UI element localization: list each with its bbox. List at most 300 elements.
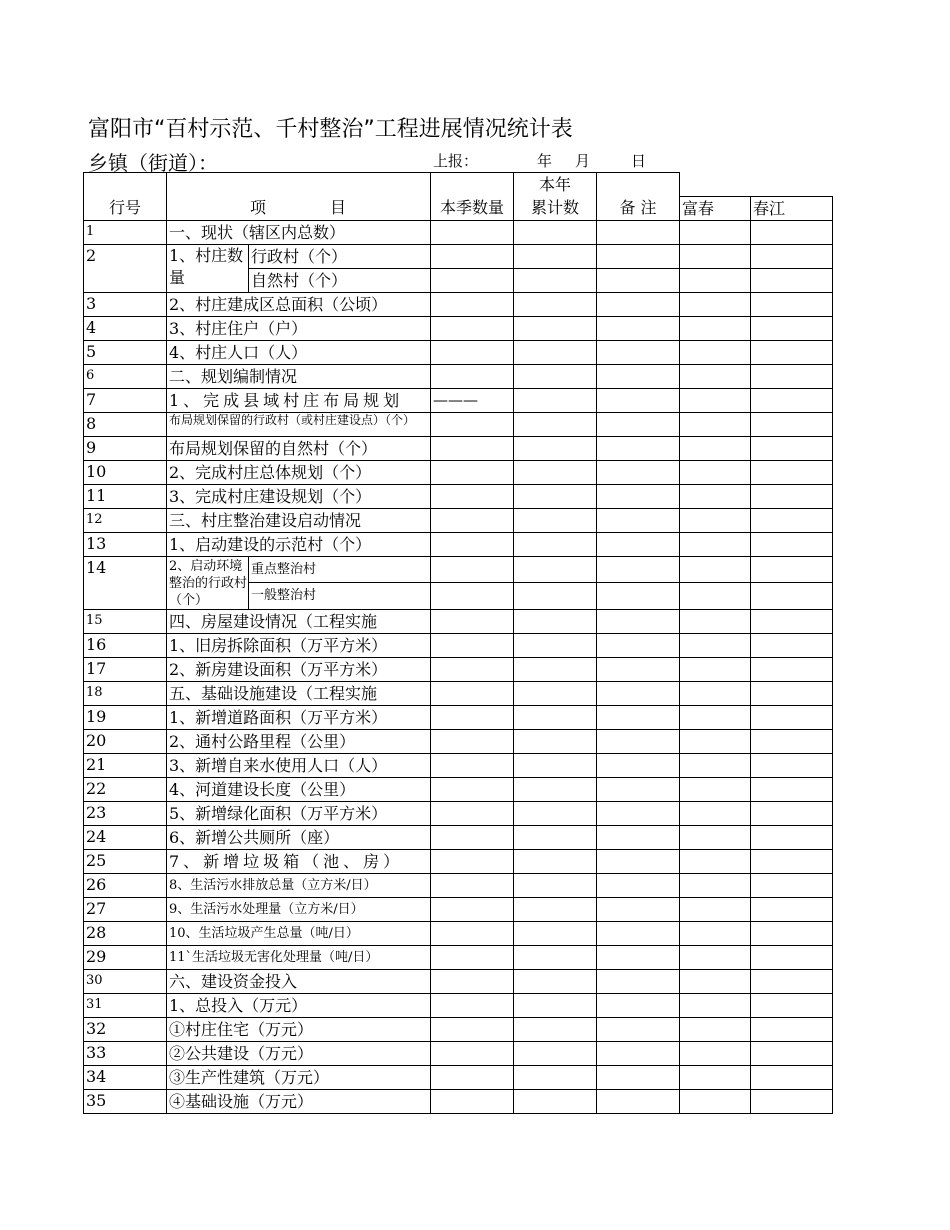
row-number: 27 — [84, 897, 167, 921]
data-cell — [514, 340, 597, 364]
table-row — [84, 508, 833, 532]
row-number: 26 — [84, 873, 167, 897]
header-row-no: 行号 — [84, 173, 167, 221]
data-cell — [597, 801, 680, 825]
data-cell — [751, 897, 833, 921]
data-cell — [680, 556, 751, 583]
data-cell — [514, 609, 597, 633]
table-row — [84, 801, 833, 825]
row-number: 33 — [84, 1041, 167, 1065]
row-number: 8 — [84, 412, 167, 436]
statistics-table — [83, 172, 833, 1114]
data-cell — [751, 316, 833, 340]
data-cell — [431, 969, 514, 993]
data-cell — [431, 705, 514, 729]
row-number: 6 — [84, 364, 167, 388]
data-cell — [431, 801, 514, 825]
data-cell — [680, 849, 751, 873]
data-cell — [751, 364, 833, 388]
header-remark: 备 注 — [597, 173, 680, 221]
data-cell — [514, 532, 597, 556]
data-cell — [514, 484, 597, 508]
row-label: ①村庄住宅（万元） — [167, 1017, 431, 1041]
data-cell — [751, 460, 833, 484]
table-row — [84, 657, 833, 681]
data-cell — [514, 1041, 597, 1065]
table-row — [84, 825, 833, 849]
data-cell — [431, 508, 514, 532]
header-item-b: 目 — [330, 197, 347, 217]
data-cell — [751, 969, 833, 993]
row-number: 10 — [84, 460, 167, 484]
header-town2: 春江 — [751, 196, 833, 220]
data-cell — [680, 873, 751, 897]
data-cell — [514, 316, 597, 340]
data-cell — [431, 244, 514, 268]
data-cell — [514, 268, 597, 292]
data-cell — [431, 556, 514, 583]
data-cell — [751, 532, 833, 556]
data-cell — [680, 921, 751, 945]
data-cell — [680, 609, 751, 633]
row-label: 8、生活污水排放总量（立方米/日） — [167, 873, 431, 897]
row-label: 三、村庄整治建设启动情况 — [167, 508, 431, 532]
row-number: 25 — [84, 849, 167, 873]
data-cell — [597, 1065, 680, 1089]
data-cell — [431, 681, 514, 705]
data-cell — [680, 993, 751, 1017]
data-cell — [597, 556, 680, 583]
row-label: 6、新增公共厕所（座） — [167, 825, 431, 849]
data-cell — [597, 508, 680, 532]
data-cell — [431, 292, 514, 316]
data-cell — [431, 412, 514, 436]
data-cell — [751, 921, 833, 945]
table-row — [84, 364, 833, 388]
data-cell — [680, 1041, 751, 1065]
data-cell — [431, 777, 514, 801]
data-cell — [597, 993, 680, 1017]
row-label: 五、基础设施建设（工程实施 — [167, 681, 431, 705]
data-cell — [514, 1017, 597, 1041]
data-cell — [514, 873, 597, 897]
table-row — [84, 681, 833, 705]
data-cell — [751, 220, 833, 244]
data-cell — [431, 364, 514, 388]
table-row — [84, 849, 833, 873]
data-cell — [680, 388, 751, 412]
data-cell — [514, 825, 597, 849]
table-row — [84, 532, 833, 556]
data-cell — [751, 825, 833, 849]
data-cell — [680, 801, 751, 825]
data-cell — [514, 753, 597, 777]
row-number: 30 — [84, 969, 167, 993]
row-sublabel: 一般整治村 — [249, 583, 431, 610]
data-cell — [514, 849, 597, 873]
data-cell — [680, 508, 751, 532]
data-cell — [597, 316, 680, 340]
table-row — [84, 316, 833, 340]
data-cell — [597, 460, 680, 484]
data-cell — [751, 849, 833, 873]
data-cell — [597, 777, 680, 801]
data-cell — [680, 897, 751, 921]
row-label: 1、村庄数量 — [167, 244, 249, 292]
data-cell — [431, 921, 514, 945]
row-label: 1、旧房拆除面积（万平方米） — [167, 633, 431, 657]
row-label: 3、村庄住户（户） — [167, 316, 431, 340]
row-label: 9、生活污水处理量（立方米/日） — [167, 897, 431, 921]
row-number: 29 — [84, 945, 167, 969]
row-label: 5、新增绿化面积（万平方米） — [167, 801, 431, 825]
row-number: 12 — [84, 508, 167, 532]
data-cell — [597, 681, 680, 705]
data-cell — [514, 777, 597, 801]
data-cell — [597, 633, 680, 657]
data-cell — [597, 969, 680, 993]
header-year-top: 本年 — [539, 175, 572, 195]
data-cell — [514, 508, 597, 532]
data-cell — [751, 753, 833, 777]
header-quarter: 本季数量 — [431, 173, 514, 221]
data-cell — [680, 583, 751, 610]
data-cell — [514, 436, 597, 460]
data-cell — [597, 849, 680, 873]
table-row — [84, 436, 833, 460]
table-row — [84, 705, 833, 729]
data-cell — [514, 244, 597, 268]
data-cell — [597, 873, 680, 897]
data-cell — [680, 681, 751, 705]
row-label: 1、新增道路面积（万平方米） — [167, 705, 431, 729]
data-cell — [514, 993, 597, 1017]
data-cell — [597, 825, 680, 849]
data-cell — [751, 268, 833, 292]
data-cell — [431, 633, 514, 657]
data-cell — [514, 897, 597, 921]
data-cell — [680, 945, 751, 969]
data-cell — [680, 412, 751, 436]
table-row — [84, 556, 833, 583]
row-number: 23 — [84, 801, 167, 825]
data-cell — [680, 220, 751, 244]
row-label: 1、完成县域村庄布局规划 — [167, 388, 431, 412]
data-cell — [431, 460, 514, 484]
data-cell — [680, 825, 751, 849]
month-label: 月 — [575, 152, 591, 170]
data-cell — [597, 532, 680, 556]
data-cell — [751, 633, 833, 657]
data-cell — [680, 244, 751, 268]
data-cell — [431, 657, 514, 681]
row-label: 六、建设资金投入 — [167, 969, 431, 993]
data-cell — [680, 633, 751, 657]
table-row — [84, 244, 833, 268]
data-cell — [514, 1089, 597, 1113]
row-number: 28 — [84, 921, 167, 945]
data-cell — [514, 801, 597, 825]
table-row — [84, 897, 833, 921]
data-cell — [680, 364, 751, 388]
row-label: 布局规划保留的自然村（个） — [167, 436, 431, 460]
data-cell — [431, 753, 514, 777]
table-row — [84, 633, 833, 657]
data-cell — [751, 705, 833, 729]
row-number: 31 — [84, 993, 167, 1017]
row-label: 1、总投入（万元） — [167, 993, 431, 1017]
table-row — [84, 412, 833, 436]
table-row — [84, 1017, 833, 1041]
row-label: 2、通村公路里程（公里） — [167, 729, 431, 753]
header-item-a: 项 — [250, 197, 267, 217]
data-cell — [597, 292, 680, 316]
data-cell — [431, 1041, 514, 1065]
data-cell — [751, 508, 833, 532]
data-cell — [597, 436, 680, 460]
row-label: 3、完成村庄建设规划（个） — [167, 484, 431, 508]
row-number: 1 — [84, 220, 167, 244]
data-cell — [597, 1017, 680, 1041]
table-row — [84, 753, 833, 777]
row-note: ——— — [431, 388, 514, 412]
data-cell — [597, 412, 680, 436]
data-cell — [751, 681, 833, 705]
data-cell — [597, 897, 680, 921]
table-row — [84, 340, 833, 364]
row-number: 13 — [84, 532, 167, 556]
row-label: 11`生活垃圾无害化处理量（吨/日） — [167, 945, 431, 969]
table-row — [84, 993, 833, 1017]
data-cell — [680, 777, 751, 801]
data-cell — [514, 657, 597, 681]
row-label: 4、河道建设长度（公里） — [167, 777, 431, 801]
row-label: 7、新增垃圾箱（池、房） — [167, 849, 431, 873]
data-cell — [431, 1089, 514, 1113]
row-label: 2、新房建设面积（万平方米） — [167, 657, 431, 681]
row-number: 5 — [84, 340, 167, 364]
row-number: 18 — [84, 681, 167, 705]
data-cell — [680, 969, 751, 993]
data-cell — [431, 220, 514, 244]
data-cell — [680, 729, 751, 753]
data-cell — [680, 484, 751, 508]
data-cell — [514, 412, 597, 436]
row-number: 32 — [84, 1017, 167, 1041]
data-cell — [597, 657, 680, 681]
row-number: 2 — [84, 244, 167, 292]
data-cell — [514, 921, 597, 945]
row-label: 4、村庄人口（人） — [167, 340, 431, 364]
data-cell — [751, 729, 833, 753]
data-cell — [431, 609, 514, 633]
data-cell — [680, 1089, 751, 1113]
row-number: 22 — [84, 777, 167, 801]
data-cell — [597, 921, 680, 945]
data-cell — [597, 945, 680, 969]
table-row — [84, 388, 833, 412]
table-row — [84, 292, 833, 316]
data-cell — [514, 705, 597, 729]
data-cell — [431, 825, 514, 849]
row-label: 2、村庄建成区总面积（公顷） — [167, 292, 431, 316]
data-cell — [431, 1065, 514, 1089]
data-cell — [597, 268, 680, 292]
data-cell — [751, 945, 833, 969]
table-row — [84, 729, 833, 753]
data-cell — [597, 609, 680, 633]
data-cell — [514, 969, 597, 993]
data-cell — [514, 681, 597, 705]
header-town1: 富春 — [680, 196, 751, 220]
data-cell — [514, 945, 597, 969]
row-label: ④基础设施（万元） — [167, 1089, 431, 1113]
data-cell — [597, 753, 680, 777]
data-cell — [751, 777, 833, 801]
data-cell — [431, 436, 514, 460]
data-cell — [680, 705, 751, 729]
table-row — [84, 921, 833, 945]
data-cell — [597, 583, 680, 610]
data-cell — [431, 532, 514, 556]
row-label: ②公共建设（万元） — [167, 1041, 431, 1065]
row-sublabel: 自然村（个） — [249, 268, 431, 292]
data-cell — [597, 388, 680, 412]
data-cell — [514, 633, 597, 657]
table-row — [84, 945, 833, 969]
data-cell — [751, 244, 833, 268]
row-label: 3、新增自来水使用人口（人） — [167, 753, 431, 777]
row-number: 15 — [84, 609, 167, 633]
data-cell — [680, 1017, 751, 1041]
data-cell — [751, 412, 833, 436]
row-sublabel: 行政村（个） — [249, 244, 431, 268]
township-label: 乡镇（街道）： — [88, 151, 218, 175]
data-cell — [597, 1041, 680, 1065]
row-label: 1、启动建设的示范村（个） — [167, 532, 431, 556]
data-cell — [431, 993, 514, 1017]
data-cell — [680, 753, 751, 777]
table-row — [84, 969, 833, 993]
data-cell — [751, 1065, 833, 1089]
table-row — [84, 484, 833, 508]
row-number: 7 — [84, 388, 167, 412]
data-cell — [751, 583, 833, 610]
page-title: 富阳市“百村示范、千村整治”工程进展情况统计表 — [88, 117, 573, 142]
data-cell — [431, 1017, 514, 1041]
header-year — [514, 173, 597, 221]
data-cell — [431, 583, 514, 610]
row-number: 4 — [84, 316, 167, 340]
data-cell — [751, 436, 833, 460]
row-label: ③生产性建筑（万元） — [167, 1065, 431, 1089]
data-cell — [751, 340, 833, 364]
data-cell — [680, 1065, 751, 1089]
data-cell — [431, 873, 514, 897]
table-row — [84, 460, 833, 484]
data-cell — [751, 484, 833, 508]
data-cell — [751, 801, 833, 825]
row-number: 17 — [84, 657, 167, 681]
row-number: 21 — [84, 753, 167, 777]
data-cell — [751, 292, 833, 316]
data-cell — [514, 364, 597, 388]
data-cell — [514, 220, 597, 244]
table-row — [84, 873, 833, 897]
table-row — [84, 1089, 833, 1113]
row-number: 14 — [84, 556, 167, 609]
data-cell — [751, 873, 833, 897]
data-cell — [680, 268, 751, 292]
row-number: 24 — [84, 825, 167, 849]
data-cell — [680, 316, 751, 340]
data-cell — [680, 340, 751, 364]
data-cell — [597, 244, 680, 268]
data-cell — [751, 556, 833, 583]
row-number: 3 — [84, 292, 167, 316]
header-item — [167, 173, 431, 221]
data-cell — [751, 657, 833, 681]
data-cell — [680, 292, 751, 316]
row-label: 10、生活垃圾产生总量（吨/日） — [167, 921, 431, 945]
table-row — [84, 1065, 833, 1089]
row-label: 二、规划编制情况 — [167, 364, 431, 388]
row-number: 9 — [84, 436, 167, 460]
row-number: 20 — [84, 729, 167, 753]
data-cell — [680, 436, 751, 460]
data-cell — [514, 729, 597, 753]
data-cell — [431, 316, 514, 340]
data-cell — [431, 340, 514, 364]
data-cell — [751, 388, 833, 412]
row-number: 19 — [84, 705, 167, 729]
data-cell — [597, 1089, 680, 1113]
header-year-bottom: 累计数 — [531, 198, 580, 218]
data-cell — [680, 532, 751, 556]
report-label: 上报： — [433, 152, 479, 170]
data-cell — [680, 657, 751, 681]
row-number: 11 — [84, 484, 167, 508]
row-label: 一、现状（辖区内总数） — [167, 220, 431, 244]
data-cell — [751, 1017, 833, 1041]
row-label: 2、启动环境整治的行政村（个） — [167, 556, 249, 609]
data-cell — [514, 556, 597, 583]
row-label: 四、房屋建设情况（工程实施 — [167, 609, 431, 633]
data-cell — [597, 729, 680, 753]
data-cell — [680, 460, 751, 484]
data-cell — [751, 1089, 833, 1113]
data-cell — [514, 292, 597, 316]
data-cell — [751, 993, 833, 1017]
data-cell — [751, 609, 833, 633]
data-cell — [514, 583, 597, 610]
data-cell — [431, 945, 514, 969]
data-cell — [597, 705, 680, 729]
row-number: 35 — [84, 1089, 167, 1113]
data-cell — [514, 460, 597, 484]
data-cell — [431, 897, 514, 921]
table-row — [84, 1041, 833, 1065]
data-cell — [597, 484, 680, 508]
table-row — [84, 777, 833, 801]
row-number: 16 — [84, 633, 167, 657]
table-row — [84, 220, 833, 244]
row-label: 2、完成村庄总体规划（个） — [167, 460, 431, 484]
data-cell — [431, 849, 514, 873]
row-sublabel: 重点整治村 — [249, 556, 431, 583]
row-number: 34 — [84, 1065, 167, 1089]
header-blank — [680, 173, 833, 197]
